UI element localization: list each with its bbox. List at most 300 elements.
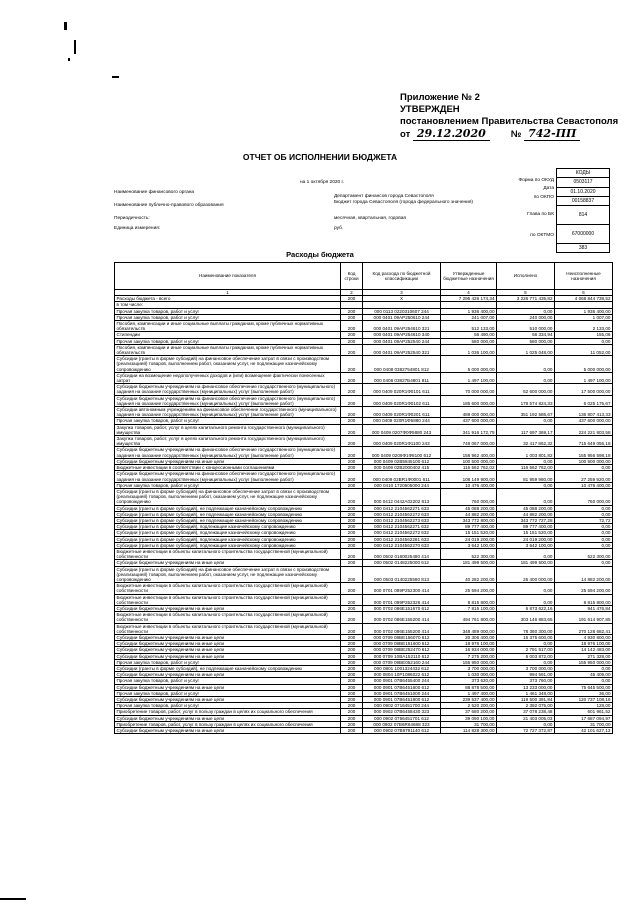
row-classification: 000 0410 1720605000 244 [363, 482, 441, 488]
row-code: 200 [341, 653, 363, 659]
row-name: Субсидии бюджетным учреждениям на иные цели [115, 458, 341, 464]
row-approved: 181 499 500,00 [441, 560, 497, 566]
row-code: 200 [341, 488, 363, 505]
row-executed: 343 772 727,28 [497, 517, 555, 523]
unit-value: руб. [334, 226, 344, 231]
row-executed: 21 403 005,03 [497, 715, 555, 721]
row-name: Бюджетные инвестиции в соответствии с концессионными соглашениями [115, 465, 341, 471]
row-approved: 16 934 000,00 [441, 647, 497, 653]
from-label: от [400, 129, 411, 140]
col-header-name: Наименование показателя [115, 263, 341, 290]
row-executed: 0,00 [497, 659, 555, 665]
row-unexecuted: 36,00 [555, 690, 613, 696]
row-name: Субсидии бюджетным учреждениям на иные цели [115, 697, 341, 703]
row-code: 200 [341, 338, 363, 344]
row-classification: 000 0412 2104562272 633 [363, 511, 441, 517]
row-code: 200 [341, 308, 363, 314]
row-name: Пособия, компенсации и иные социальные выплаты гражданам, кроме публичных нормативных обязательств [115, 344, 341, 355]
table-row [115, 594, 613, 605]
row-unexecuted: 155 950 000,00 [555, 659, 613, 665]
table-row [115, 583, 613, 594]
row-approved: 89 777 400,00 [441, 524, 497, 530]
row-executed: 6 003 872,00 [497, 653, 555, 659]
row-approved: 18 976 100,00 [441, 641, 497, 647]
expenses-table [114, 262, 613, 734]
row-approved: 20 306 400,00 [441, 634, 497, 640]
row-executed: 0,00 [497, 418, 555, 424]
row-approved: 522 300,00 [441, 548, 497, 559]
row-classification: 000 0502 0148225000 612 [363, 560, 441, 566]
row-unexecuted: 6 025 175,67 [555, 395, 613, 406]
col-header-executed: Исполнено [497, 263, 555, 290]
row-code: 200 [341, 471, 363, 482]
row-executed: 6 873 622,16 [497, 605, 555, 611]
row-classification: 000 0409 0207Ф0Ф5880 243 [363, 424, 441, 435]
glava-label: Глава по БК [527, 212, 554, 217]
row-classification: 000 0412 2104562273 633 [363, 517, 441, 523]
row-code: 200 [341, 612, 363, 623]
row-executed: 2 791 517,00 [497, 647, 555, 653]
row-unexecuted: 0,00 [555, 536, 613, 542]
row-executed: 351 192 586,67 [497, 407, 555, 418]
row-unexecuted: 2 133,00 [555, 321, 613, 332]
table-header-row [115, 263, 613, 290]
row-executed: 25 400 000,00 [497, 566, 555, 583]
row-code: 200 [341, 384, 363, 395]
row-approved: 512 133,00 [441, 321, 497, 332]
table-row [115, 623, 613, 634]
row-unexecuted: 11 052,00 [555, 344, 613, 355]
row-executed: 1 003 801,82 [497, 447, 555, 458]
row-name: Субсидии бюджетным учреждениям на иные цели [115, 684, 341, 690]
row-classification: 000 0709 09ВE052160 244 [363, 659, 441, 665]
row-code: 200 [341, 536, 363, 542]
row-classification: 000 0409 020R1Ф0101 611 [363, 384, 441, 395]
row-executed: 3 700 000,00 [497, 666, 555, 672]
row-name: Прочая закупка товаров, работ и услуг [115, 418, 341, 424]
date-label: Дата [543, 186, 554, 191]
row-code: 200 [341, 511, 363, 517]
row-classification: 000 0409 020R1Ф0102 611 [363, 395, 441, 406]
row-unexecuted: 270 128 682,41 [555, 623, 613, 634]
row-name: Приобретение товаров, работ, услуг в пользу граждан в целях их социального обеспечения [115, 709, 341, 715]
row-executed: 1 025 048,00 [497, 344, 555, 355]
row-approved: 489 000 000,00 [441, 407, 497, 418]
table-row [115, 728, 613, 734]
row-code: 200 [341, 530, 363, 536]
codes-title: КОДЫ [557, 169, 610, 178]
row-classification: 000 0902 07В6791140 612 [363, 728, 441, 734]
table-row [115, 321, 613, 332]
appendix-line-3: постановлением Правительства Севастополя [400, 116, 619, 127]
row-executed: 37 078 238,48 [497, 709, 555, 715]
table-row [115, 612, 613, 623]
row-code: 200 [341, 678, 363, 684]
row-approved: 1 030 000,00 [441, 672, 497, 678]
row-classification: 000 0709 10ВA152110 612 [363, 653, 441, 659]
col-index: 3 [363, 290, 441, 296]
table-row [115, 436, 613, 447]
row-approved: 24 019 200,00 [441, 536, 497, 542]
appendix-line-2: УТВЕРЖДЕН [400, 104, 460, 115]
row-unexecuted: 5 000 000,00 [555, 356, 613, 373]
row-code: 200 [341, 356, 363, 373]
fin-organ-value: Департамент финансов города Севастополя [334, 194, 434, 199]
okei-code: 383 [557, 244, 610, 253]
handwritten-number: 742-ПП [524, 127, 580, 141]
row-classification: 000 0502 0160025480 414 [363, 548, 441, 559]
handwritten-date: 29.12.2020 [413, 127, 490, 141]
row-classification: 000 0401 09АР252540 244 [363, 338, 441, 344]
col-index: 6 [555, 290, 613, 296]
row-approved: 70 000 000,00 [441, 384, 497, 395]
glava-code: 814 [557, 206, 610, 225]
col-header-classification: Код расхода по бюджетной классификации [363, 263, 441, 290]
row-executed: 15 151 520,00 [497, 530, 555, 536]
row-classification: 000 0408 03827Б4801 811 [363, 372, 441, 383]
row-classification: 000 0412 2104562270 633 [363, 542, 441, 548]
row-code: 200 [341, 372, 363, 383]
row-classification: 000 0412 2104562271 633 [363, 505, 441, 511]
row-unexecuted: 0,00 [555, 505, 613, 511]
row-code: 200 [341, 542, 363, 548]
row-name: Бюджетные инвестиции в объекты капитального строительства государственной (муниципальной) собственности [115, 548, 341, 559]
row-classification: 000 0902 07В6R64688 323 [363, 721, 441, 727]
row-name: в том числе: [115, 302, 341, 308]
row-unexecuted: 100 500 000,00 [555, 458, 613, 464]
row-executed: 2 392 075,00 [497, 703, 555, 709]
row-classification: 000 0702 086E151670 612 [363, 605, 441, 611]
row-classification: 000 0701 099P252326 414 [363, 594, 441, 605]
row-approved: 373 620,00 [441, 678, 497, 684]
row-unexecuted: 4 068 844 738,52 [555, 296, 613, 302]
row-unexecuted: 1 936 400,00 [555, 308, 613, 314]
row-approved: 241 007,00 [441, 314, 497, 320]
row-classification: 000 0409 020R1Ф1100 243 [363, 436, 441, 447]
row-code: 200 [341, 424, 363, 435]
fin-organ-label: Наименование финансового органа [114, 190, 195, 195]
row-name: Субсидии бюджетным учреждениям на иные цели [115, 672, 341, 678]
row-executed: 0,00 [497, 548, 555, 559]
row-classification: 000 0409 02ВR1Ф0001 611 [363, 471, 441, 482]
row-executed: 0,00 [497, 721, 555, 727]
row-unexecuted: 522 300,00 [555, 548, 613, 559]
row-code: 200 [341, 321, 363, 332]
row-approved: 185 600 000,00 [441, 395, 497, 406]
row-executed: 56 334,94 [497, 332, 555, 338]
row-code: 200 [341, 623, 363, 634]
table-row [115, 407, 613, 418]
row-code: 200 [341, 709, 363, 715]
row-executed: 994 591,00 [497, 672, 555, 678]
row-code: 200 [341, 697, 363, 703]
row-unexecuted: 271 328,00 [555, 653, 613, 659]
row-approved: 343 772 800,00 [441, 517, 497, 523]
scan-mark [112, 76, 119, 78]
row-name: Бюджетные инвестиции в объекты капитального строительства государственной (муниципальной) собственности [115, 612, 341, 623]
row-name: Субсидии на возмещение недополученных доходов и (или) возмещение фактически понесенных затрат [115, 372, 341, 383]
row-approved: 37 680 200,00 [441, 709, 497, 715]
row-executed: 373 760,00 [497, 678, 555, 684]
row-unexecuted: 0,00 [555, 524, 613, 530]
row-approved: 15 151 520,00 [441, 530, 497, 536]
row-approved: 760 000,00 [441, 488, 497, 505]
row-unexecuted: 4 930 800,00 [555, 634, 613, 640]
row-approved: 108 149 900,00 [441, 471, 497, 482]
row-name: Субсидии бюджетным учреждениям на иные цели [115, 653, 341, 659]
row-unexecuted: 155,06 [555, 332, 613, 338]
row-code: 200 [341, 672, 363, 678]
row-code: 200 [341, 458, 363, 464]
row-classification: 000 0709 08ВE252470 612 [363, 647, 441, 653]
row-code: 200 [341, 505, 363, 511]
row-name: Субсидии бюджетным учреждениям на иные цели [115, 728, 341, 734]
row-classification: 000 0401 09АР254610 321 [363, 321, 441, 332]
row-classification: 000 0412 2104562271 632 [363, 524, 441, 530]
row-unexecuted: 8 815 800,00 [555, 594, 613, 605]
row-code: 200 [341, 583, 363, 594]
row-executed: 3 642 100,00 [497, 542, 555, 548]
row-classification: 000 0408 0382754801 812 [363, 356, 441, 373]
row-classification: 000 0409 020R1Ф0201 611 [363, 407, 441, 418]
row-executed: 15 375 600,00 [497, 634, 555, 640]
row-classification: 000 0701 089P252300 414 [363, 583, 441, 594]
report-date-code: 01.10.2020 [557, 187, 610, 196]
row-approved: 39 090 100,00 [441, 715, 497, 721]
row-unexecuted: 0,00 [555, 465, 613, 471]
row-executed: 0,00 [497, 458, 555, 464]
row-approved: 44 882 200,00 [441, 511, 497, 517]
table-row [115, 424, 613, 435]
row-classification: 000 0901 07В6451800 612 [363, 697, 441, 703]
table-row [115, 356, 613, 373]
row-code: 200 [341, 548, 363, 559]
table-row [115, 447, 613, 458]
row-executed: 72 727 372,87 [497, 728, 555, 734]
row-classification: 000 0902 07В6458430 323 [363, 709, 441, 715]
row-code: 200 [341, 296, 363, 302]
okpo-code: 00158837 [557, 196, 610, 205]
row-code: 200 [341, 634, 363, 640]
row-approved: 116 562 762,02 [441, 465, 497, 471]
row-name: Субсидии (гранты в форме субсидий), подлежащие казначейскому сопровождению [115, 524, 341, 530]
row-classification: 000 0409 0209Ф1Ф8100 612 [363, 447, 441, 458]
row-executed: 0,00 [497, 583, 555, 594]
row-approved: 2 520 200,00 [441, 703, 497, 709]
row-unexecuted: 760 000,00 [555, 488, 613, 505]
col-header-code: Код строки [341, 263, 363, 290]
row-unexecuted: 0,00 [555, 511, 613, 517]
row-approved: 7 275 200,00 [441, 653, 497, 659]
row-classification: 000 0801 1001324432 612 [363, 666, 441, 672]
row-code: 200 [341, 482, 363, 488]
row-code: 200 [341, 594, 363, 605]
row-code: 200 [341, 407, 363, 418]
budget-label: Наименование публично-правового образования [114, 203, 224, 208]
row-approved: 239 537 400,00 [441, 697, 497, 703]
row-name: Субсидии (гранты в форме субсидий), не подлежащие казначейскому сопровождению [115, 517, 341, 523]
row-name: Бюджетные инвестиции в объекты капитального строительства государственной (муниципальной) собственности [115, 623, 341, 634]
row-code: 200 [341, 641, 363, 647]
row-name: Субсидии (гранты в форме субсидий) на финансовое обеспечение затрат в связи с производством (реализацией) товаров, выполнением работ, оказанием услуг, не подлежащие казначейскому сопровождению [115, 356, 341, 373]
row-name: Закупка товаров, работ, услуг в целях капитального ремонта государственного (муниципального) имущества [115, 436, 341, 447]
row-approved: 3 642 100,00 [441, 542, 497, 548]
row-name: Субсидии бюджетным учреждениям на финансовое обеспечение государственного (муниципального) задания на оказание государственных (муниципальных) услуг (выполнение работ) [115, 384, 341, 395]
row-approved: 1 036 100,00 [441, 344, 497, 355]
row-unexecuted: 155 956 598,18 [555, 447, 613, 458]
row-approved: 494 761 800,00 [441, 612, 497, 623]
table-row [115, 372, 613, 383]
okud-label: Форма по ОКУД [518, 178, 554, 183]
row-classification: 000 0401 09АР252540 321 [363, 344, 441, 355]
row-name: Прочая закупка товаров, работ и услуг [115, 678, 341, 684]
row-classification: 000 0412 2104562272 632 [363, 530, 441, 536]
row-name: Субсидии бюджетным учреждениям на иные цели [115, 647, 341, 653]
row-code: 200 [341, 605, 363, 611]
row-name: Субсидии (гранты в форме субсидий), подлежащие казначейскому сопровождению [115, 536, 341, 542]
period-value: месячная, квартальная, годовая [334, 216, 406, 221]
row-unexecuted: 437 600 000,00 [555, 418, 613, 424]
row-code: 200 [341, 418, 363, 424]
row-classification: 000 0804 10Р1086022 612 [363, 672, 441, 678]
row-code: 200 [341, 344, 363, 355]
row-unexecuted: 715 649 056,18 [555, 436, 613, 447]
row-classification: 000 0503 0140225580 813 [363, 566, 441, 583]
row-name: Прочая закупка товаров, работ и услуг [115, 703, 341, 709]
row-name: Прочая закупка товаров, работ и услуг [115, 314, 341, 320]
row-name: Субсидии (гранты в форме субсидий) на финансовое обеспечение затрат в связи с производством (реализацией) товаров, выполнением работ, оказанием услуг, не подлежащие казначейскому сопровождению [115, 566, 341, 583]
row-unexecuted: 128,00 [555, 703, 613, 709]
row-approved: 25 594 200,00 [441, 583, 497, 594]
row-unexecuted: 10 476 400,00 [555, 482, 613, 488]
period-label: Периодичность: [114, 216, 150, 221]
row-classification: 000 0709 08ВE156070 612 [363, 634, 441, 640]
row-unexecuted: 601 961,52 [555, 709, 613, 715]
row-executed: 580 000,00 [497, 338, 555, 344]
row-unexecuted: 31 700,00 [555, 721, 613, 727]
report-title: ОТЧЕТ ОБ ИСПОЛНЕНИИ БЮДЖЕТА [242, 152, 398, 162]
row-executed: 0,00 [497, 482, 555, 488]
row-unexecuted: 191 614 907,85 [555, 612, 613, 623]
row-executed: 89 777 400,00 [497, 524, 555, 530]
row-name: Субсидии бюджетным учреждениям на иные цели [115, 560, 341, 566]
row-name: Субсидии (гранты в форме субсидий), не подлежащие казначейскому сопровождению [115, 505, 341, 511]
row-code: 200 [341, 647, 363, 653]
row-name: Приобретение товаров, работ, услуг в пользу граждан в целях их социального обеспечения [115, 721, 341, 727]
row-approved: 88 878 500,00 [441, 684, 497, 690]
row-approved: 7 295 426 174,34 [441, 296, 497, 302]
row-name: Субсидии бюджетным учреждениям на иные цели [115, 715, 341, 721]
row-approved: 40 282 200,00 [441, 566, 497, 583]
row-unexecuted: 0,00 [555, 560, 613, 566]
row-classification: Х [363, 296, 441, 302]
row-unexecuted: 17 500 000,00 [555, 384, 613, 395]
scan-mark [0, 898, 26, 900]
row-code: 200 [341, 517, 363, 523]
row-classification: 000 0709 08ВE151600 612 [363, 641, 441, 647]
row-name: Субсидии (гранты в форме субсидий), не подлежащие казначейскому сопровождению [115, 511, 341, 517]
row-name: Прочая закупка товаров, работ и услуг [115, 308, 341, 314]
row-classification: 000 0409 020R1Ф5880 244 [363, 418, 441, 424]
appendix-block [400, 92, 618, 141]
row-executed: 0,00 [497, 356, 555, 373]
row-code: 200 [341, 690, 363, 696]
row-executed: 3 226 771 435,82 [497, 296, 555, 302]
row-executed: 1 461 348,00 [497, 690, 555, 696]
row-code: 200 [341, 659, 363, 665]
row-name: Субсидии бюджетным учреждениям на финансовое обеспечение государственного (муниципального) задания на оказание государственных (муниципальных) услуг (выполнение работ) [115, 447, 341, 458]
row-classification: 000 0902 0756451701 612 [363, 715, 441, 721]
row-approved: 31 700,00 [441, 721, 497, 727]
col-index: 4 [441, 290, 497, 296]
appendix-line-1: Приложение № 2 [400, 92, 480, 103]
row-unexecuted: 17 687 094,97 [555, 715, 613, 721]
table-row [115, 395, 613, 406]
row-approved: 348 489 000,00 [441, 623, 497, 634]
row-executed: 178 574 824,33 [497, 395, 555, 406]
row-classification: 000 0901 07В6451600 612 [363, 684, 441, 690]
table-row [115, 566, 613, 583]
row-name: Прочая закупка товаров, работ и услуг [115, 690, 341, 696]
row-name: Субсидии (гранты в форме субсидий) на финансовое обеспечение затрат в связи с производством (реализацией) товаров, выполнением работ, оказанием услуг, не подлежащие казначейскому сопровождению [115, 488, 341, 505]
row-unexecuted: 42 101 627,13 [555, 728, 613, 734]
row-code: 200 [341, 465, 363, 471]
row-name: Бюджетные инвестиции в объекты капитального строительства государственной (муниципальной) собственности [115, 583, 341, 594]
row-executed: 117 697 369,17 [497, 424, 555, 435]
row-approved: 10 476 400,00 [441, 482, 497, 488]
row-name: Субсидии бюджетным учреждениям на иные цели [115, 605, 341, 611]
row-approved: 114 828 300,00 [441, 728, 497, 734]
row-name: Пособия, компенсации и иные социальные выплаты гражданам, кроме публичных нормативных обязательств [115, 321, 341, 332]
row-code: 200 [341, 703, 363, 709]
row-classification: 000 0401 09АР254610 340 [363, 332, 441, 338]
row-approved: 748 067 000,00 [441, 436, 497, 447]
row-name: Прочая закупка товаров, работ и услуг [115, 482, 341, 488]
row-classification: 000 0401 09АР250610 244 [363, 314, 441, 320]
row-code: 200 [341, 524, 363, 530]
row-approved: 7 815 100,00 [441, 605, 497, 611]
table-body [115, 296, 613, 734]
scan-mark [74, 40, 76, 54]
row-unexecuted: 75 645 500,00 [555, 684, 613, 690]
row-approved: 580 000,00 [441, 338, 497, 344]
row-unexecuted: 18 976 100,00 [555, 641, 613, 647]
table-row [115, 548, 613, 559]
appendix-date-line [400, 128, 618, 141]
row-unexecuted: 0,00 [555, 338, 613, 344]
row-executed: 81 959 980,00 [497, 471, 555, 482]
row-classification: 000 0412 0442A02202 813 [363, 488, 441, 505]
row-approved: 155 950 000,00 [441, 659, 497, 665]
number-label: № [510, 129, 522, 140]
row-name: Субсидии бюджетным учреждениям на финансовое обеспечение государственного (муниципального) задания на оказание государственных (муниципальных) услуг (выполнение работ) [115, 395, 341, 406]
row-code: 200 [341, 721, 363, 727]
row-unexecuted: 27 259 920,00 [555, 471, 613, 482]
row-approved: 341 916 172,75 [441, 424, 497, 435]
row-name: Субсидии (гранты в форме субсидий), подлежащие казначейскому сопровождению [115, 542, 341, 548]
row-unexecuted: 14 882 200,00 [555, 566, 613, 583]
unit-label: Единица измерения: [114, 226, 161, 231]
oktmo-code: 67000000 [557, 225, 610, 244]
row-executed: 0,00 [497, 641, 555, 647]
codes-box [556, 168, 610, 253]
row-name: Закупка товаров, работ, услуг в целях капитального ремонта государственного (муниципального) имущества [115, 424, 341, 435]
row-classification: 000 0409 02В2000402 415 [363, 465, 441, 471]
table-row [115, 488, 613, 505]
row-executed: 32 417 862,32 [497, 436, 555, 447]
table-row [115, 344, 613, 355]
row-approved: 45 088 200,00 [441, 505, 497, 511]
